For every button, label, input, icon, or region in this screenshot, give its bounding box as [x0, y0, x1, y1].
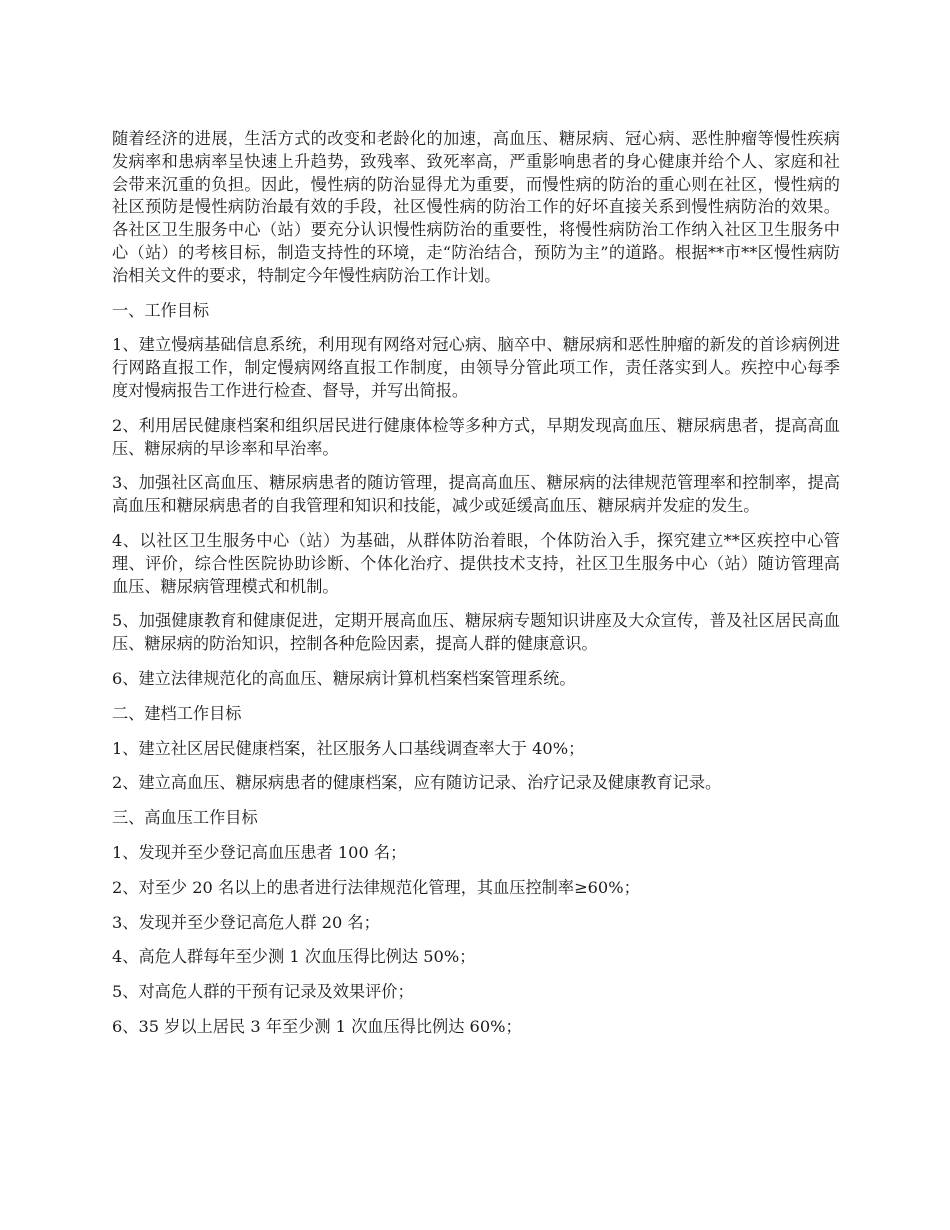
list-item: 6、35 岁以上居民 3 年至少测 1 次血压得比例达 60%； — [112, 1016, 522, 1036]
section-heading-work-goals: 一、工作目标 — [112, 300, 210, 320]
section-heading-hypertension-goals: 三、高血压工作目标 — [112, 808, 258, 828]
list-item: 2、建立高血压、糖尿病患者的健康档案，应有随访记录、治疗记录及健康教育记录。 — [112, 773, 722, 793]
list-item: 1、发现并至少登记高血压患者 100 名； — [112, 842, 407, 862]
list-item: 2、对至少 20 名以上的患者进行法律规范化管理，其血压控制率≥60%； — [112, 877, 640, 897]
intro-paragraph: 随着经济的进展，生活方式的改变和老龄化的加速，高血压、糖尿病、冠心病、恶性肿瘤等慢性疾病发病率和患病率呈快速上升趋势，致残率、致死率高，严重影响患者的身心健康并给个人、家庭和社会带来沉重的负担。因此，慢性病的防治显得尤为重要，而慢性病的防治的重心则在社区，慢性病的社区预防是慢性病防治最有效的手段，社区慢性病的防治工作的好坏直接关系到慢性病防治的效果。各社区卫生服务中心（站）要充分认识慢性病防治的重要性，将慢性病防治工作纳入社区卫生服务中心（站）的考核目标，制造支持性的环境，走“防治结合，预防为主”的道路。根据**市**区慢性病防治相关文件的要求，特制定今年慢性病防治工作计划。 — [112, 129, 840, 285]
list-item: 1、建立慢病基础信息系统，利用现有网络对冠心病、脑卒中、糖尿病和恶性肿瘤的新发的首诊病例进行网路直报工作，制定慢病网络直报工作制度，由领导分管此项工作，责任落实到人。疾控中心每季度对慢病报告工作进行检查、督导，并写出简报。 — [112, 335, 840, 400]
list-item: 2、利用居民健康档案和组织居民进行健康体检等多种方式，早期发现高血压、糖尿病患者，提高高血压、糖尿病的早诊率和早治率。 — [112, 415, 840, 458]
document-body — [112, 128, 840, 1051]
list-item: 5、加强健康教育和健康促进，定期开展高血压、糖尿病专题知识讲座及大众宣传，普及社区居民高血压、糖尿病的防治知识，控制各种危险因素，提高人群的健康意识。 — [112, 611, 840, 654]
section-heading-filing-goals: 二、建档工作目标 — [112, 703, 242, 723]
list-item: 5、对高危人群的干预有记录及效果评价； — [112, 982, 414, 1002]
list-item: 4、以社区卫生服务中心（站）为基础，从群体防治着眼，个体防治入手，探究建立**区疾控中心管理、评价，综合性医院协助诊断、个体化治疗、提供技术支持，社区卫生服务中心（站）随访管理高血压、糖尿病管理模式和机制。 — [112, 530, 840, 596]
list-item: 4、高危人群每年至少测 1 次血压得比例达 50%； — [112, 947, 476, 967]
list-item: 6、建立法律规范化的高血压、糖尿病计算机档案档案管理系统。 — [112, 668, 576, 688]
list-item: 1、建立社区居民健康档案，社区服务人口基线调查率大于 40%； — [112, 738, 585, 758]
list-item: 3、加强社区高血压、糖尿病患者的随访管理，提高高血压、糖尿病的法律规范管理率和控制率，提高高血压和糖尿病患者的自我管理和知识和技能，减少或延缓高血压、糖尿病并发症的发生。 — [112, 473, 840, 516]
list-item: 3、发现并至少登记高危人群 20 名； — [112, 912, 380, 932]
